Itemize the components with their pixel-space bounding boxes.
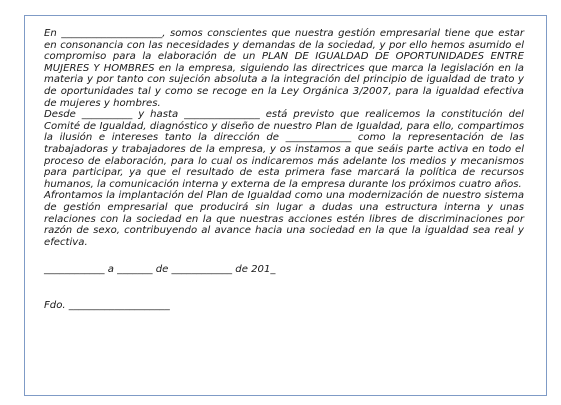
implementation-paragraph: Afrontamos la implantación del Plan de Igualdad como una modernización de nuestro sistema de gestión empresarial que producirá sin lugar a dudas una estructura interna y unas relaciones con la sociedad en la que nuestras acciones estén libres de discriminaciones por razón de sexo, contribuyendo al avance hacia una sociedad en la que la igualdad sea real y efectiva. xyxy=(44,190,524,248)
signature-line: Fdo. ____________________ xyxy=(44,299,170,311)
committee-paragraph: Desde __________ y hasta _______________ está previsto que realicemos la constitución del Comité de Igualdad, diagnóstico y diseño de nuestro Plan de Igualdad, para ello, compartimos la ilusión e intereses tanto la dirección de _____________ como la representación de las trabajadoras y trabajadores de la empresa, y os instamos a que seáis parte activa en todo el proceso de elaboración, para lo cual os indicaremos más adelante los medios y mecanismos para participar, ya que el resultado de esta primera fase marcará la política de recursos humanos, la comunicación interna y externa de la empresa durante los próximos cuatro años. xyxy=(44,109,524,190)
letter-body xyxy=(44,28,524,311)
date-line: ____________ a _______ de ____________ de 201_ xyxy=(44,264,276,276)
intro-paragraph: En ____________________, somos conscientes que nuestra gestión empresarial tiene que estar en consonancia con las necesidades y demandas de la sociedad, y por ello hemos asumido el compromiso para la elaboración de un PLAN DE IGUALDAD DE OPORTUNIDADES ENTRE MUJERES Y HOMBRES en la empresa, siguiendo las directrices que marca la legislación en la materia y por tanto con sujeción absoluta a la integración del principio de igualdad de trato y de oportunidades tal y como se recoge en la Ley Orgánica 3/2007, para la igualdad efectiva de mujeres y hombres. xyxy=(44,28,524,109)
